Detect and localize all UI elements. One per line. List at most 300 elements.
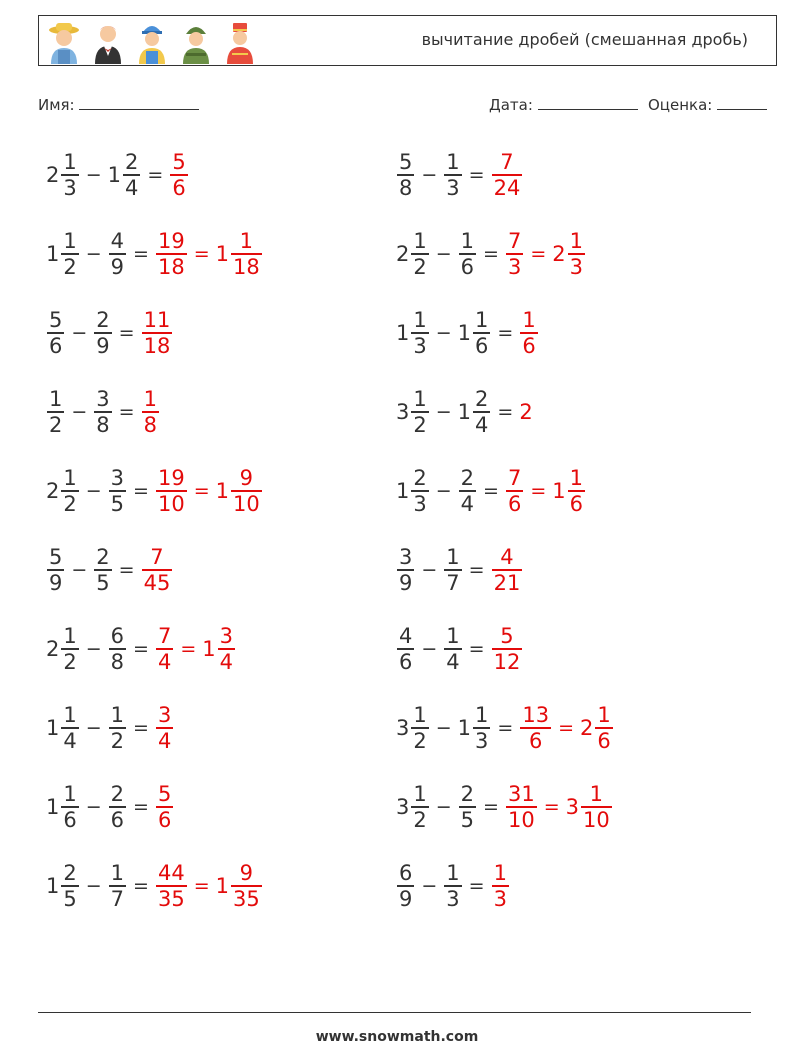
fraction — [61, 861, 78, 910]
problem-row — [396, 698, 614, 758]
minus-sign: − — [71, 322, 88, 344]
term — [443, 861, 462, 910]
equals-sign: = — [483, 480, 499, 502]
term — [127, 638, 155, 660]
denominator: 3 — [446, 175, 460, 200]
term — [93, 387, 112, 436]
minus-sign: − — [85, 717, 102, 739]
footer-url: www.snowmath.com — [315, 1029, 479, 1045]
denominator: 2 — [63, 649, 77, 674]
answer-term — [519, 308, 538, 357]
numerator: 4 — [110, 229, 125, 254]
equals-sign: = — [468, 638, 485, 660]
fraction — [61, 703, 78, 752]
numerator: 1 — [110, 703, 125, 728]
answer-term — [216, 861, 263, 910]
whole-number: 1 — [457, 715, 472, 740]
whole-number: 2 — [46, 162, 60, 187]
term — [80, 717, 108, 739]
denominator: 9 — [110, 254, 125, 279]
denominator: 35 — [233, 886, 260, 911]
term — [458, 466, 477, 515]
denominator: 8 — [399, 175, 413, 200]
denominator: 18 — [233, 254, 260, 279]
fraction — [397, 545, 414, 594]
numerator: 1 — [446, 861, 460, 886]
term — [127, 796, 155, 818]
numerator: 1 — [569, 229, 584, 254]
numerator: 2 — [63, 861, 77, 886]
denominator: 2 — [413, 254, 427, 279]
term — [430, 243, 458, 265]
denominator: 10 — [583, 807, 610, 832]
equals-sign: = — [497, 401, 514, 423]
equals-sign: = — [468, 559, 485, 581]
farmer-avatar-icon — [45, 20, 83, 64]
denominator: 8 — [143, 412, 157, 437]
fraction — [142, 387, 159, 436]
numerator: 9 — [239, 861, 254, 886]
fraction — [94, 387, 111, 436]
denominator: 7 — [446, 570, 460, 595]
numerator: 3 — [219, 624, 234, 649]
term — [491, 322, 519, 344]
equals-sign: = — [530, 243, 547, 265]
fraction — [411, 229, 428, 278]
numerator: 7 — [507, 466, 522, 491]
minus-sign: − — [435, 796, 452, 818]
fraction — [411, 703, 428, 752]
term — [80, 638, 108, 660]
footer-divider — [38, 1012, 751, 1013]
equals-sign: = — [558, 717, 574, 739]
term — [458, 229, 477, 278]
fraction — [492, 861, 509, 910]
numerator: 7 — [500, 150, 514, 175]
answer-term — [174, 638, 202, 660]
equals-sign: = — [543, 796, 560, 818]
answer-term — [141, 387, 160, 436]
denominator: 2 — [413, 412, 427, 437]
problem-row — [396, 461, 586, 521]
answer-term — [519, 703, 552, 752]
term — [430, 796, 458, 818]
term — [463, 875, 491, 897]
term — [108, 861, 127, 910]
minus-sign: − — [85, 480, 102, 502]
term — [430, 401, 458, 423]
term — [46, 782, 80, 831]
minus-sign: − — [421, 638, 438, 660]
denominator: 45 — [143, 570, 171, 595]
denominator: 3 — [413, 491, 427, 516]
term — [396, 150, 415, 199]
fraction — [411, 782, 428, 831]
term — [46, 387, 65, 436]
equals-sign: = — [133, 717, 149, 739]
fraction — [156, 703, 173, 752]
term — [463, 638, 491, 660]
term — [458, 782, 477, 831]
problem-row — [46, 619, 236, 679]
problem-row — [396, 619, 523, 679]
term — [396, 624, 415, 673]
term — [80, 243, 108, 265]
minus-sign: − — [85, 164, 102, 186]
numerator: 1 — [63, 466, 77, 491]
term — [477, 796, 505, 818]
minus-sign: − — [71, 559, 88, 581]
term — [108, 150, 142, 199]
term — [458, 387, 492, 436]
fraction — [94, 545, 111, 594]
numerator: 19 — [157, 466, 185, 491]
denominator: 4 — [219, 649, 234, 674]
fraction — [444, 861, 461, 910]
term — [46, 545, 65, 594]
grade-blank[interactable] — [717, 95, 767, 110]
date-field[interactable] — [489, 95, 638, 114]
numerator: 6 — [399, 861, 413, 886]
denominator: 6 — [507, 491, 522, 516]
term — [65, 401, 93, 423]
minus-sign: − — [421, 164, 438, 186]
term — [113, 401, 141, 423]
answer-term — [524, 480, 552, 502]
numerator: 11 — [143, 308, 171, 333]
denominator: 10 — [507, 807, 535, 832]
term — [396, 308, 430, 357]
term — [113, 559, 141, 581]
date-blank[interactable] — [538, 95, 638, 110]
minus-sign: − — [85, 875, 102, 897]
numerator: 1 — [143, 387, 157, 412]
numerator: 1 — [63, 229, 77, 254]
fraction — [61, 782, 78, 831]
equals-sign: = — [118, 401, 135, 423]
numerator: 1 — [63, 703, 77, 728]
answer-term — [155, 703, 174, 752]
equals-sign: = — [483, 796, 499, 818]
numerator: 1 — [493, 861, 507, 886]
minus-sign: − — [85, 796, 102, 818]
equals-sign: = — [497, 322, 514, 344]
fraction — [397, 624, 414, 673]
numerator: 2 — [125, 150, 139, 175]
numerator: 7 — [150, 545, 164, 570]
minus-sign: − — [435, 717, 452, 739]
numerator: 1 — [446, 624, 460, 649]
term — [46, 150, 80, 199]
fraction — [473, 703, 490, 752]
minus-sign: − — [435, 322, 452, 344]
whole-number: 3 — [396, 399, 410, 424]
term — [108, 703, 127, 752]
term — [108, 229, 127, 278]
denominator: 6 — [529, 728, 543, 753]
whole-number: 1 — [457, 399, 472, 424]
numerator: 1 — [239, 229, 254, 254]
fraction — [506, 466, 523, 515]
numerator: 1 — [597, 703, 611, 728]
fraction — [231, 861, 262, 910]
avatar-strip — [45, 20, 259, 64]
fraction — [109, 861, 126, 910]
fraction — [581, 782, 612, 831]
problem-row — [396, 540, 523, 600]
numerator: 1 — [522, 308, 536, 333]
equals-sign: = — [483, 243, 499, 265]
term — [127, 717, 155, 739]
term — [93, 308, 112, 357]
denominator: 9 — [399, 570, 413, 595]
term — [477, 243, 505, 265]
problem-row — [396, 303, 539, 363]
fraction — [444, 150, 461, 199]
date-label: Дата: — [489, 96, 533, 114]
fraction — [397, 861, 414, 910]
minus-sign: − — [85, 638, 102, 660]
fraction — [142, 545, 173, 594]
bellhop-avatar-icon — [221, 20, 259, 64]
numerator: 3 — [110, 466, 125, 491]
answer-term — [552, 466, 586, 515]
denominator: 2 — [49, 412, 63, 437]
numerator: 7 — [507, 229, 522, 254]
numerator: 3 — [399, 545, 413, 570]
numerator: 1 — [49, 387, 63, 412]
numerator: 1 — [475, 308, 489, 333]
term — [127, 480, 155, 502]
denominator: 18 — [143, 333, 171, 358]
equals-sign: = — [147, 164, 164, 186]
numerator: 1 — [446, 545, 460, 570]
numerator: 7 — [157, 624, 172, 649]
numerator: 1 — [413, 229, 427, 254]
problem-row — [46, 698, 174, 758]
denominator: 3 — [63, 175, 77, 200]
fraction — [156, 861, 187, 910]
numerator: 1 — [446, 150, 460, 175]
equals-sign: = — [133, 796, 149, 818]
fraction — [61, 466, 78, 515]
answer-term — [169, 150, 188, 199]
denominator: 3 — [507, 254, 522, 279]
whole-number: 3 — [396, 794, 410, 819]
term — [108, 466, 127, 515]
term — [415, 559, 443, 581]
numerator: 1 — [413, 703, 427, 728]
term — [46, 308, 65, 357]
equals-sign: = — [468, 164, 485, 186]
problem-row — [46, 461, 263, 521]
denominator: 6 — [475, 333, 489, 358]
numerator: 2 — [96, 308, 110, 333]
name-blank[interactable] — [79, 95, 199, 110]
denominator: 9 — [96, 333, 110, 358]
problem-row — [396, 224, 586, 284]
minus-sign: − — [435, 480, 452, 502]
denominator: 2 — [63, 254, 77, 279]
minus-sign: − — [435, 243, 452, 265]
term — [463, 559, 491, 581]
numerator: 5 — [157, 782, 172, 807]
term — [46, 861, 80, 910]
equals-sign: = — [118, 322, 135, 344]
fraction — [156, 466, 187, 515]
fraction — [492, 545, 523, 594]
whole-number: 1 — [552, 478, 566, 503]
whole-number: 2 — [552, 241, 566, 266]
whole-number: 2 — [46, 636, 60, 661]
numerator: 1 — [63, 782, 77, 807]
denominator: 21 — [493, 570, 521, 595]
term — [415, 875, 443, 897]
answer-term — [155, 782, 174, 831]
fraction — [492, 150, 523, 199]
fraction — [520, 703, 551, 752]
denominator: 4 — [475, 412, 489, 437]
term — [46, 624, 80, 673]
answer-term — [524, 243, 552, 265]
numerator: 19 — [157, 229, 185, 254]
term — [443, 624, 462, 673]
fraction — [142, 308, 173, 357]
answer-term — [155, 624, 174, 673]
term — [396, 782, 430, 831]
problem-row — [396, 145, 523, 205]
term — [443, 545, 462, 594]
denominator: 3 — [446, 886, 460, 911]
answer-term — [188, 243, 216, 265]
equals-sign: = — [133, 243, 149, 265]
denominator: 5 — [110, 491, 125, 516]
whole-number: 1 — [215, 478, 229, 503]
fraction — [568, 466, 585, 515]
denominator: 5 — [460, 807, 475, 832]
term — [108, 782, 127, 831]
equals-sign: = — [468, 875, 485, 897]
answer-term — [505, 229, 524, 278]
numerator: 1 — [413, 308, 427, 333]
equals-sign: = — [180, 638, 197, 660]
whole-number: 1 — [107, 162, 122, 187]
denominator: 6 — [522, 333, 536, 358]
fraction — [506, 782, 537, 831]
equals-sign: = — [193, 875, 210, 897]
denominator: 4 — [446, 649, 460, 674]
answer-term — [216, 229, 263, 278]
answer-term — [155, 229, 188, 278]
numerator: 2 — [110, 782, 125, 807]
grade-field[interactable] — [648, 95, 767, 114]
fraction — [231, 466, 262, 515]
term — [93, 545, 112, 594]
denominator: 6 — [460, 254, 475, 279]
term — [458, 308, 492, 357]
fraction — [231, 229, 262, 278]
term — [396, 229, 430, 278]
whole-number: 1 — [457, 320, 472, 345]
numerator: 1 — [413, 782, 427, 807]
numerator: 2 — [413, 466, 427, 491]
whole-number: 2 — [46, 478, 60, 503]
answer-term — [519, 400, 533, 424]
term — [396, 466, 430, 515]
minus-sign: − — [71, 401, 88, 423]
minus-sign: − — [435, 401, 452, 423]
numerator: 1 — [569, 466, 584, 491]
numerator: 3 — [96, 387, 110, 412]
answer-term — [491, 150, 524, 199]
numerator: 5 — [49, 545, 63, 570]
numerator: 1 — [413, 387, 427, 412]
denominator: 6 — [110, 807, 125, 832]
term — [491, 401, 519, 423]
equals-sign: = — [497, 717, 514, 739]
term — [458, 703, 492, 752]
numerator: 6 — [110, 624, 125, 649]
fraction — [170, 150, 187, 199]
denominator: 6 — [157, 807, 172, 832]
denominator: 4 — [125, 175, 139, 200]
denominator: 6 — [399, 649, 413, 674]
denominator: 6 — [597, 728, 611, 753]
answer-term — [566, 782, 613, 831]
fraction — [47, 308, 64, 357]
term — [141, 164, 169, 186]
numerator: 44 — [157, 861, 185, 886]
numerator: 1 — [460, 229, 475, 254]
whole-number: 3 — [565, 794, 579, 819]
denominator: 6 — [63, 807, 77, 832]
minus-sign: − — [421, 559, 438, 581]
numerator: 5 — [49, 308, 63, 333]
denominator: 2 — [413, 807, 427, 832]
whole-number: 1 — [202, 636, 216, 661]
denominator: 6 — [49, 333, 63, 358]
numerator: 1 — [63, 150, 77, 175]
answer-term — [216, 466, 263, 515]
term — [396, 703, 430, 752]
fraction — [61, 624, 78, 673]
answer-term — [552, 229, 586, 278]
name-field[interactable] — [38, 95, 199, 114]
numerator: 5 — [399, 150, 413, 175]
equals-sign: = — [193, 480, 210, 502]
term — [65, 322, 93, 344]
term — [396, 545, 415, 594]
equals-sign: = — [530, 480, 547, 502]
fraction — [568, 229, 585, 278]
problem-row — [396, 382, 534, 442]
numerator: 1 — [63, 624, 77, 649]
term — [415, 638, 443, 660]
numerator: 13 — [522, 703, 550, 728]
denominator: 35 — [157, 886, 185, 911]
denominator: 10 — [157, 491, 185, 516]
whole-number: 1 — [215, 241, 229, 266]
fraction — [61, 150, 78, 199]
fraction — [411, 308, 428, 357]
whole-number: 1 — [46, 715, 60, 740]
problem-row — [46, 856, 263, 916]
term — [463, 164, 491, 186]
problem-row — [396, 856, 510, 916]
equals-sign: = — [193, 243, 210, 265]
whole-number: 1 — [46, 241, 60, 266]
term — [65, 559, 93, 581]
